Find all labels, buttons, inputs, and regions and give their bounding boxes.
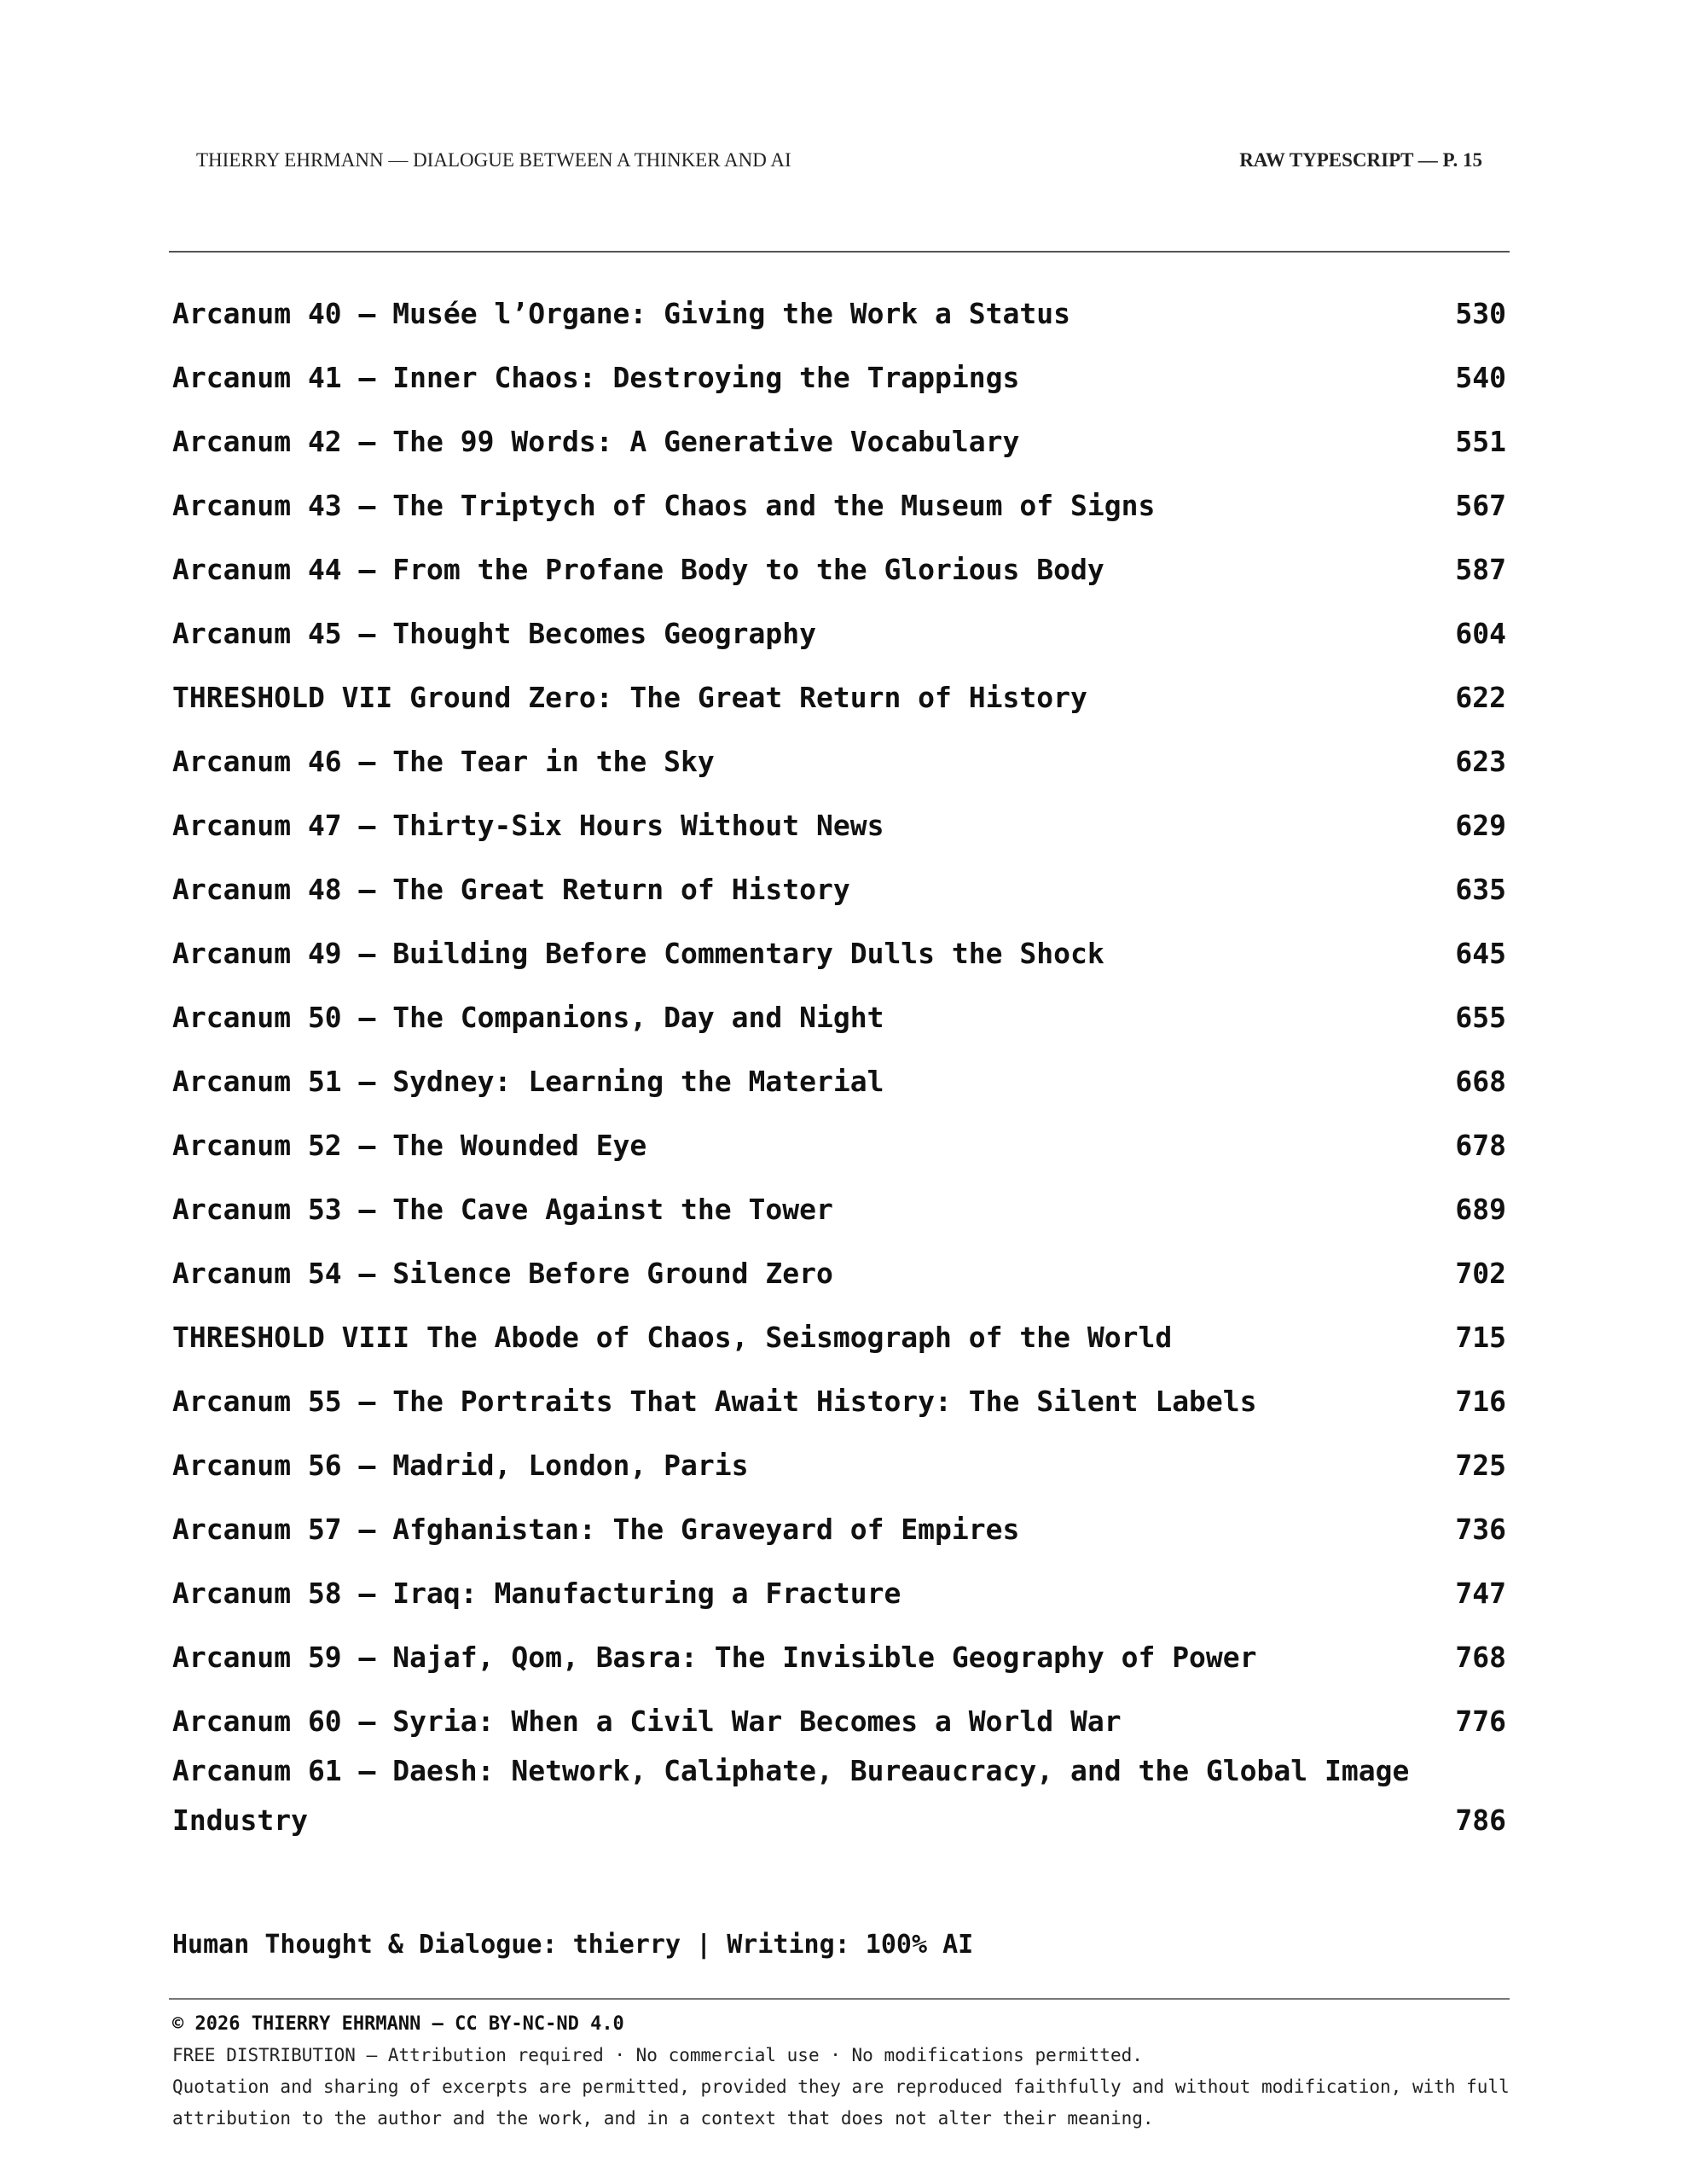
toc-entry-page: 768 (1455, 1641, 1506, 1674)
toc-entry-title: Arcanum 57 — Afghanistan: The Graveyard of Empires (172, 1513, 1020, 1546)
toc-entry-page: 567 (1455, 489, 1506, 522)
toc-entry-title: Arcanum 45 — Thought Becomes Geography (172, 617, 816, 650)
toc-entry-page: 786 (1455, 1804, 1506, 1837)
credit-line: Human Thought & Dialogue: thierry | Writing: 100% AI (172, 1930, 974, 1960)
bottom-rule (169, 1998, 1510, 2000)
toc-entry[interactable] (172, 1234, 1506, 1298)
toc-entry-page: 725 (1455, 1449, 1506, 1482)
toc-entry-page: 635 (1455, 873, 1506, 906)
toc-entry-page: 623 (1455, 745, 1506, 778)
toc-entry-title: Arcanum 54 — Silence Before Ground Zero (172, 1257, 833, 1290)
toc-entry-page: 604 (1455, 617, 1506, 650)
toc-entry[interactable] (172, 1426, 1506, 1490)
toc-entry[interactable] (172, 1618, 1506, 1682)
toc-entry-page: 530 (1455, 297, 1506, 330)
running-head (196, 147, 1482, 174)
toc-entry[interactable] (172, 467, 1506, 531)
toc-entry-title: Arcanum 42 — The 99 Words: A Generative Vocabulary (172, 425, 1020, 458)
toc-entry-page: 655 (1455, 1001, 1506, 1034)
toc-entry-title: Arcanum 43 — The Triptych of Chaos and the Museum of Signs (172, 489, 1156, 522)
toc-entry-page: 551 (1455, 425, 1506, 458)
toc-entry[interactable] (172, 1746, 1506, 1845)
toc-entry[interactable] (172, 595, 1506, 659)
toc-entry[interactable] (172, 1107, 1506, 1170)
toc-entry-title: Arcanum 52 — The Wounded Eye (172, 1129, 647, 1162)
toc-entry-page: 702 (1455, 1257, 1506, 1290)
table-of-contents (172, 275, 1506, 1845)
running-head-page: RAW TYPESCRIPT — P. 15 (1239, 149, 1482, 171)
toc-entry[interactable] (172, 723, 1506, 787)
toc-entry-page: 540 (1455, 361, 1506, 394)
toc-entry-page: 629 (1455, 809, 1506, 842)
toc-entry[interactable] (172, 1554, 1506, 1618)
toc-entry-title: Arcanum 55 — The Portraits That Await History: The Silent Labels (172, 1385, 1257, 1418)
toc-entry-title: Arcanum 59 — Najaf, Qom, Basra: The Invisible Geography of Power (172, 1641, 1257, 1674)
toc-entry-page: 776 (1455, 1705, 1506, 1738)
toc-entry-title: Arcanum 61 — Daesh: Network, Caliphate, Bureaucracy, and the Global Image Industry (172, 1754, 1410, 1837)
toc-entry[interactable] (172, 851, 1506, 915)
toc-entry-title: Arcanum 51 — Sydney: Learning the Material (172, 1065, 884, 1098)
toc-entry[interactable] (172, 339, 1506, 403)
toc-entry-page: 668 (1455, 1065, 1506, 1098)
toc-entry-title: THRESHOLD VIII The Abode of Chaos, Seismograph of the World (172, 1321, 1173, 1354)
toc-entry-title: Arcanum 56 — Madrid, London, Paris (172, 1449, 749, 1482)
license-terms: FREE DISTRIBUTION — Attribution required · No commercial use · No modifications permitted. (172, 2045, 1143, 2065)
toc-entry-title: Arcanum 47 — Thirty-Six Hours Without News (172, 809, 884, 842)
toc-entry-title: Arcanum 49 — Building Before Commentary Dulls the Shock (172, 937, 1104, 970)
toc-entry[interactable] (172, 275, 1506, 339)
toc-entry-page: 587 (1455, 553, 1506, 586)
toc-entry-title: THRESHOLD VII Ground Zero: The Great Return of History (172, 681, 1087, 714)
toc-entry-page: 716 (1455, 1385, 1506, 1418)
toc-entry-page: 747 (1455, 1577, 1506, 1610)
toc-entry-title: Arcanum 60 — Syria: When a Civil War Becomes a World War (172, 1705, 1122, 1738)
toc-entry-title: Arcanum 41 — Inner Chaos: Destroying the Trappings (172, 361, 1020, 394)
license-block (172, 2008, 1510, 2135)
toc-entry-title: Arcanum 53 — The Cave Against the Tower (172, 1193, 833, 1226)
toc-entry-page: 622 (1455, 681, 1506, 714)
toc-entry-title: Arcanum 58 — Iraq: Manufacturing a Fracture (172, 1577, 901, 1610)
toc-entry[interactable] (172, 979, 1506, 1043)
toc-entry[interactable] (172, 1170, 1506, 1234)
toc-entry-title: Arcanum 48 — The Great Return of History (172, 873, 850, 906)
toc-entry-page: 689 (1455, 1193, 1506, 1226)
top-rule (169, 251, 1510, 253)
toc-entry[interactable] (172, 531, 1506, 595)
toc-entry[interactable] (172, 1490, 1506, 1554)
toc-entry-title: Arcanum 40 — Musée l’Organe: Giving the Work a Status (172, 297, 1070, 330)
license-quotation-note: Quotation and sharing of excerpts are permitted, provided they are reproduced faithfully and without modification, with full attribution to the author and the work, and in a context that does not alter their meaning. (172, 2077, 1510, 2129)
toc-entry-page: 736 (1455, 1513, 1506, 1546)
toc-entry[interactable] (172, 915, 1506, 979)
toc-entry-page: 645 (1455, 937, 1506, 970)
toc-entry-title: Arcanum 44 — From the Profane Body to the Glorious Body (172, 553, 1104, 586)
toc-entry[interactable] (172, 1682, 1506, 1746)
toc-entry-title: Arcanum 46 — The Tear in the Sky (172, 745, 715, 778)
license-title: © 2026 THIERRY EHRMANN — CC BY-NC-ND 4.0 (172, 2013, 624, 2035)
toc-entry[interactable] (172, 787, 1506, 851)
toc-threshold-entry[interactable] (172, 1298, 1506, 1362)
toc-entry[interactable] (172, 1043, 1506, 1107)
toc-entry[interactable] (172, 403, 1506, 467)
toc-entry-page: 715 (1455, 1321, 1506, 1354)
running-head-title: THIERRY EHRMANN — DIALOGUE BETWEEN A THINKER AND AI (196, 149, 791, 171)
toc-entry-page: 678 (1455, 1129, 1506, 1162)
toc-entry[interactable] (172, 1362, 1506, 1426)
toc-threshold-entry[interactable] (172, 659, 1506, 723)
toc-entry-title: Arcanum 50 — The Companions, Day and Night (172, 1001, 884, 1034)
